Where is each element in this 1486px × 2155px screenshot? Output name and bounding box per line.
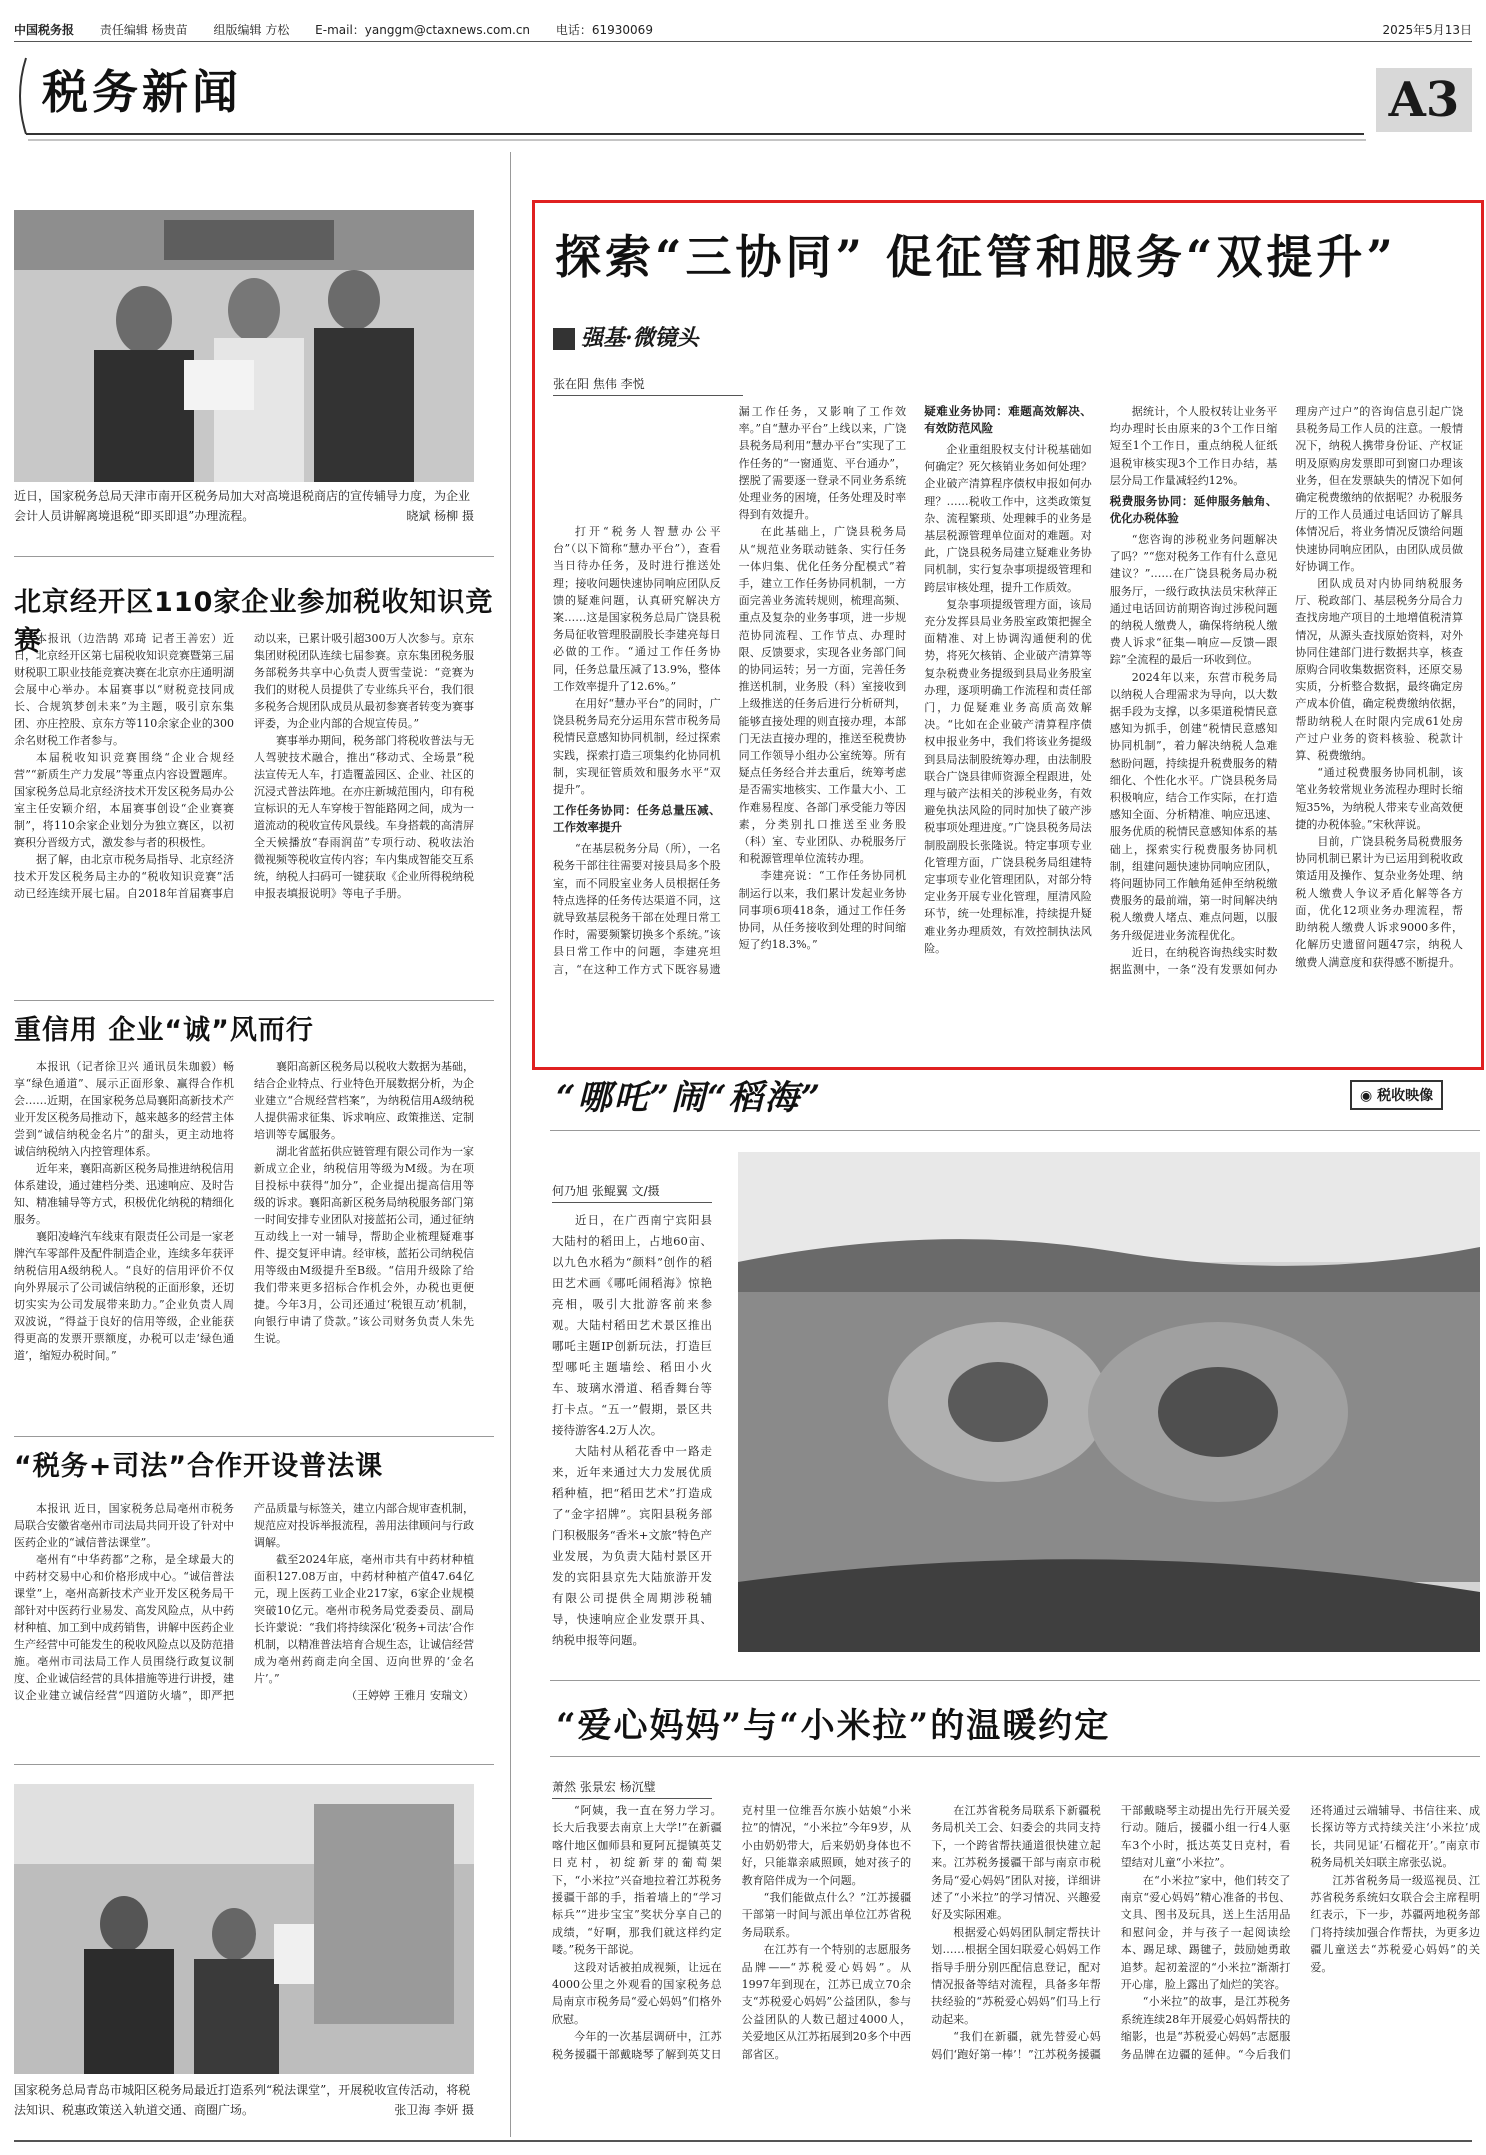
paragraph: 团队成员对内协同纳税服务厅、税政部门、基层税务分局合力查找房地产项目的土地增值税清算情况，从源头查找原始资料，对外协同住建部门进行数据共享，核查原购合同收集数据资料，还原交易实质，分析整合数据，最终确定房产成本价值，确定税费缴纳依据，帮助纳税人在时限内完成61处房产过户业务的资料核验、税款计算、税费缴纳。 <box>1295 577 1463 763</box>
paragraph: 本报讯（边浩鹄 邓琦 记者王善宏）近日，北京经开区第七届税收知识竞赛暨第三届财税职工职业技能竞赛决赛在北京亦庄通明湖会展中心举办。本届赛事以“财税竞技同成长、合规筑梦创未来”为主题，吸引京东集团、亦庄控股、京东方等110余家企业的300余名财税工作者参与。 <box>14 632 234 747</box>
headline-tax-justice: “税务+司法”合作开设普法课 <box>14 1451 384 1482</box>
article-credit-body <box>14 1058 474 1438</box>
divider <box>14 1000 494 1001</box>
paragraph: 这段对话被拍成视频，让远在4000公里之外观看的国家税务总局南京市税务局“爱心妈妈”们格外欣慰。 <box>552 1960 722 2026</box>
featured-article-box <box>532 200 1484 1070</box>
divider <box>14 556 494 557</box>
photo-tianjin-tax-staff <box>14 210 474 482</box>
photo1-caption <box>14 486 474 526</box>
paragraph: 近日，在纳税咨询热线实时数据监测中，一条“没有发票如何办理房产过户”的咨询信息引起广饶县税务局工作人员的注意。一般情况下，纳税人携带身份证、产权证明及原购房发票即可到窗口办理该业务，但在发票缺失的情况下如何确定税费缴纳的依据呢？办税服务厅的工作人员通过电话回访了解具体情况后，将业务情况反馈给问题快速协同响应团队，由团队成员做好协调工作。 <box>1109 405 1463 977</box>
section-banner <box>14 48 1472 144</box>
paragraph: 在“小米拉”家中，他们转交了南京“爱心妈妈”精心准备的书包、文具、图书及玩具，送上生活用品和慰问金，并与孩子一起阅读绘本、踢足球、踢毽子，鼓励她勇敢追梦。起初羞涩的“小米拉”渐渐打开心扉，脸上露出了灿烂的笑容。 <box>1120 1873 1291 1992</box>
photo2-caption-text: 国家税务总局青岛市城阳区税务局最近打造系列“税法课堂”，开展税收宣传活动，将税法知识、税惠政策送入轨道交通、商圈广场。 <box>14 2083 471 2117</box>
paragraph: 湖北省蓝拓供应链管理有限公司作为一家新成立企业，纳税信用等级为M级。为在项目投标中获得“加分”，企业提出提高信用等级的诉求。襄阳高新区税务局纳税服务部门第一时间安排专业团队对接蓝拓公司，通过征纳互动线上一对一辅导，帮助企业梳理疑难事件、提交复评申请。经审核，蓝拓公司纳税信用等级由M级提升至B级。“信用升级除了给我们带来更多招标合作机会外，办税也更便捷。今年3月，公司还通过‘税银互动’机制，向银行申请了贷款。”该公司财务负责人朱先生说。 <box>254 1145 474 1345</box>
paragraph: “您咨询的涉税业务问题解决了吗？”“您对税务工作有什么意见建议？”……在广饶县税务局办税服务厅，一级行政执法员宋秋萍正通过电话回访前期咨询过涉税问题的纳税人缴费人，确保将纳税人缴费人诉求“征集—响应—反馈—跟踪”全流程的最后一环收到位。 <box>1109 533 1278 667</box>
tax-video-label: 税收映像 <box>1377 1088 1434 1104</box>
divider <box>550 1680 1480 1681</box>
paragraph: 本届税收知识竞赛围绕“企业合规经营”“新质生产力发展”等重点内容设置题库。国家税务总局北京经济技术开发区税务局办公室主任安颖介绍，本届赛事创设“企业赛赛制”，将110余家企业划分为独立赛区，以初赛积分晋级方式，激发参与者的积极性。 <box>14 751 234 849</box>
paragraph: 截至2024年底，亳州市共有中药材种植面积127.08万亩，中药材种植产值47.64亿元，现上医药工业企业217家，6家企业规模突破10亿元。亳州市税务局党委委员、副局长许蒙说：“我们将持续深化‘税务+司法’合作机制，以精准普法培育合规生态，让诚信经营成为亳州药商走向全国、迈向世界的‘金名片’。” <box>254 1553 474 1685</box>
paper-name: 中国税务报 <box>14 23 75 37</box>
subheading: 疑难业务协同：难题高效解决、有效防范风险 <box>924 404 1092 435</box>
paragraph: “阿姨，我一直在努力学习。长大后我要去南京上大学!”在新疆喀什地区伽师县和夏阿瓦提镇英艾日克村，初绽新芽的葡萄架下，“小米拉”兴奋地拉着江苏税务援疆干部的手，指着墙上的“学习标兵”“进步宝宝”奖状分享自己的成绩，“好啊，那我们就这样约定喽。”税务干部说。 <box>552 1804 722 1957</box>
paragraph: 据了解，由北京市税务局指导、北京经济技术开发区税务局主办的“税收知识竞赛”活动已经连续开展七届。自2018年首届赛事启动以来，已累计吸引超300万人次参与。京东集团财税团队连续七届参赛。京东集团税务服务部税务共享中心负责人贾雪莹说：“竞赛为我们的财税人员提供了专业练兵平台，我们很多税务合规团队成员从最初参赛者转变为赛事评委，为企业内部的合规宣传员。” <box>14 632 474 900</box>
paragraph: “在基层税务分局（所），一名税务干部往往需要对接县局多个股室，而不同股室业务人员根据任务特点选择的任务传达渠道不同，这就导致基层税务干部在处理日常工作时，需要频繁切换多个系统。”该县日常工作中的问题，李建亮坦言，“在这种工作方式下既容易遗漏工作任务，又影响了工作效率。”自“慧办平台”上线以来，广饶县税务局利用“慧办平台”实现了工作任务的“一窗通览、平台通办”，摆脱了需要逐一登录不同业务系统处理业务的困境，任务处理及时率得到有效提升。 <box>553 405 907 976</box>
logo-spacer <box>553 403 721 523</box>
nezha-headline: “哪吒”闹“稻海” <box>556 1078 823 1118</box>
aixin-headline: “爱心妈妈”与“小米拉”的温暖约定 <box>556 1706 1111 1746</box>
divider <box>14 1764 494 1765</box>
column-logo <box>553 321 699 352</box>
layout-editor: 组版编辑 方松 <box>213 23 290 37</box>
paragraph: 据统计，个人股权转让业务平均办理时长由原来的3个工作日缩短至1个工作日，重点纳税人征纸退税审核实现3个工作日办结，基层分局工作量减轻约12%。 <box>1109 405 1278 487</box>
paragraph: “通过税费服务协同机制，该笔业务较常规业务流程办理时长缩短35%，为纳税人带来专业高效便捷的办税体验。”宋秋萍说。 <box>1295 766 1463 831</box>
headline-beijing-etdz: 北京经开区110家企业参加税收知识竞赛 <box>14 587 494 657</box>
paragraph: 在此基础上，广饶县税务局从“规范业务联动链条、实行任务一体归集、优化任务分配模式”着手，建立工作任务协同机制，一方面完善业务流转规则，梳理高频、重点及复杂的业务事项，进一步规范协同流程、工作节点、办理时限、反馈要求，实现各业务部门间的协同运转；另一方面，完善任务推送机制，业务股（科）室接收到上级推送的任务后进行分析研判，能够直接处理的则直接办理，本部门无法直接办理的，推送至税费协同工作领导小组办公室统筹。所有疑点任务经合并去重后，统筹考虑是否需实地核实、工作量大小、工作难易程度、各部门承受能力等因素，分类别扎口推送至业务股（科）室、专业团队、办税服务厅和税源管理单位流转办理。 <box>738 525 907 866</box>
article-tax-justice-body <box>14 1500 474 1750</box>
featured-headline: 探索“三协同” 促征管和服务“双提升” <box>555 230 1397 284</box>
editor: 责任编辑 杨贵苗 <box>99 23 188 37</box>
tax-video-column-badge <box>1350 1080 1443 1110</box>
page-number: A3 <box>1376 68 1472 132</box>
paragraph: 今年的一次基层调研中，江苏税务援疆干部戴晓琴了解到英艾日克村里一位维吾尔族小姑娘“小米拉”的情况，“小米拉”今年9岁，从小由奶奶带大，后来奶奶身体也不好，只能靠亲戚照顾，她对孩子的教育陪伴成为一个问题。 <box>552 1804 912 2061</box>
issue-date: 2025年5月13日 <box>1382 23 1472 37</box>
featured-byline: 张在阳 焦伟 李悦 <box>553 375 743 396</box>
photo1-credit: 晓斌 杨柳 摄 <box>406 509 474 523</box>
photo-illustration <box>14 1784 474 2074</box>
camera-icon: ◉ <box>1360 1088 1378 1104</box>
paragraph: 在用好“慧办平台”的同时，广饶县税务局充分运用东营市税务局税情民意感知协同机制，经过探索实践，探索打造三项集约化协同机制，实现征管质效和服务水平“双提升”。 <box>553 697 721 797</box>
divider <box>550 1130 1480 1131</box>
paragraph: 大陆村从稻花香中一路走来，近年来通过大力发展优质稻种植，把“稻田艺术”打造成了“金字招牌”。宾阳县税务部门积极服务“香米+文旅”特色产业发展，为负责大陆村景区开发的宾阳县京先大陆旅游开发有限公司提供全周期涉税辅导，快速响应企业发票开具、纳税申报等问题。 <box>552 1444 712 1647</box>
subheading: 工作任务协同：任务总量压减、工作效率提升 <box>553 803 721 835</box>
photo2-credit: 张卫海 李妍 摄 <box>394 2103 474 2117</box>
paragraph: 襄阳高新区税务局以税收大数据为基础，结合企业特点、行业特色开展数据分析，为企业建立“合规经营档案”，为纳税信用A级纳税人提供需求征集、诉求响应、政策推送、定制培训等专属服务。 <box>254 1060 474 1141</box>
masthead-bar <box>14 18 1472 42</box>
paragraph: 企业重组股权支付计税基础如何确定？死欠核销业务如何处理？企业破产清算程序债权申报如何办理？……税收工作中，这类政策复杂、流程繁琐、处理棘手的业务是基层税源管理单位面对的难题。对此，广饶县税务局建立疑难业务协同机制，实行复杂事项提级管理和跨层审核处理，提升工作质效。 <box>924 443 1092 594</box>
paragraph: 在江苏省税务局联系下新疆税务局机关工会、妇委会的共同支持下，一个跨省帮扶通道很快建立起来。江苏税务援疆干部与南京市税务局“爱心妈妈”团队对接，详细讲述了“小米拉”的学习情况、兴趣爱好及实际困难。 <box>931 1804 1101 1922</box>
column-divider <box>510 152 511 2137</box>
paragraph: 亳州有“中华药都”之称，是全球最大的中药材交易中心和价格形成中心。“诚信普法课堂”上，亳州高新技术产业开发区税务局干部针对中医药行业易发、高发风险点，从中药材种植、加工到中成药销售，讲解中医药企业生产经营中可能发生的税收风险点以及防范措施。亳州市司法局工作人员围绕行政复议制度、企业诚信经营的具体措施等进行讲授，建议企业建立诚信经营“四道防火墙”，即严把产品质量与标签关，建立内部合规审查机制，规范应对投诉举报流程，善用法律顾问与行政调解。 <box>14 1502 474 1702</box>
paragraph: “我们能做点什么？”江苏援疆干部第一时间与派出单位江苏省税务局联系。 <box>741 1891 912 1939</box>
paragraph: “我们在新疆，就先替爱心妈妈们‘跑好第一棒’！”江苏税务援疆干部戴晓琴主动提出先行开展关爱行动。随后，援疆小组一行4人驱车3个小时，抵达英艾日克村，看望结对儿童“小米拉”。 <box>931 1804 1291 2061</box>
paragraph: 江苏省税务局一级巡视员、江苏省税务系统妇女联合会主席程明红表示，下一步，苏疆两地税务部门将持续加强合作帮扶，为更多边疆儿童送去“苏税爱心妈妈”的关爱。 <box>1310 1873 1480 1974</box>
paragraph: 李建亮说：“工作任务协同机制运行以来，我们累计发起业务协同事项6项418条，通过工作任务协同，从任务接收到处理的时间缩短了约18.3%。” <box>738 869 907 952</box>
photo-rice-field-art <box>738 1152 1480 1652</box>
photo2-caption <box>14 2080 474 2120</box>
subheading: 税费服务协同：延伸服务触角、优化办税体验 <box>1109 494 1278 526</box>
paragraph: 近年来，襄阳高新区税务局推进纳税信用体系建设，通过建档分类、迅速响应、及时告知、精准辅导等方式，积极优化纳税的精细化服务。 <box>14 1162 234 1226</box>
aixin-body <box>552 1802 1480 2132</box>
nezha-body <box>552 1210 712 1670</box>
nezha-byline: 何乃旭 张鲲翼 文/摄 <box>552 1182 712 1203</box>
paragraph: 目前，广饶县税务局税费服务协同机制已累计为已运用到税收政策适用及操作、复杂业务处理、纳税人缴费人争议矛盾化解等各方面，优化12项业务办理流程，帮助纳税人缴费人诉求9000多件，化解历史遗留问题47宗，纳税人缴费人满意度和获得感不断提升。 <box>1295 835 1463 969</box>
section-title: 税务新闻 <box>42 65 242 119</box>
paragraph: 襄阳凌峰汽车线束有限责任公司是一家老牌汽车零部件及配件制造企业，连续多年获评纳税信用A级纳税人。“良好的信用评价不仅向外界展示了公司诚信纳税的正面形象，还切切实实为公司发展带来助力。”企业负责人周双波说，“得益于良好的信用等级，企业能获得更高的发票开票额度，办税可以走‘绿色通道’，缩短办税时间。” <box>14 1230 234 1362</box>
phone: 电话：61930069 <box>555 23 653 37</box>
paragraph: 赛事举办期间，税务部门将税收普法与无人驾驶技术融合，推出“移动式、全场景”税法宣传无人车，打造覆盖园区、企业、社区的沉浸式普法阵地。在亦庄新城范围内，印有税宣标识的无人车穿梭于智能路网之间，成为一道流动的税收宣传风景线。车身搭载的高清屏全天候播放“春雨润苗”专项行动、税收法治微视频等税收宣传内容；车内集成智能交互系统，纳税人扫码可一键获取《企业所得税纳税申报表填报说明》等电子手册。 <box>254 734 474 900</box>
paragraph: “小米拉”的故事，是江苏税务系统连续28年开展爱心妈妈帮扶的缩影，也是“苏税爱心妈妈”志愿服务品牌在边疆的延伸。“今后我们还将通过云端辅导、书信往来、成长探访等方式持续关注‘小米拉’成长，共同见证‘石榴花开’。”南京市税务局机关妇联主席张弘说。 <box>1120 1804 1480 2061</box>
column-logo-icon <box>553 328 575 350</box>
paragraph: 2024年以来，东营市税务局以纳税人合理需求为导向，以大数据手段为支撑，以多渠道税情民意感知为抓手，创建“税情民意感知协同机制”，着力解决纳税人急难愁盼问题，持续提升税费服务的精细化、个性化水平。广饶县税务局积极响应，结合工作实际，在打造感知全面、分析精准、响应迅速、服务优质的税情民意感知体系的基础上，探索实行税费服务协同机制，组建问题快速协同响应团队，将问题协同工作触角延伸至纳税缴费服务的最前端，第一时间解决纳税人缴费人堵点、难点问题，以服务升级促进业务流程优化。 <box>1109 670 1278 942</box>
photo-illustration <box>738 1152 1480 1652</box>
paragraph: 本报讯（记者徐卫兴 通讯员朱珈毅）畅享“绿色通道”、展示正面形象、赢得合作机会……近期，在国家税务总局襄阳高新技术产业开发区税务局推动下，越来越多的经营主体尝到“诚信纳税金名片”的甜头，更主动地将诚信纳税纳入内控管理体系。 <box>14 1060 234 1158</box>
divider <box>550 1756 1480 1757</box>
article-beijing-etdz-body <box>14 630 474 1000</box>
photo-qingdao-metro <box>14 1784 474 2074</box>
column-name: 强基·微镜头 <box>581 325 699 351</box>
paragraph: 近日，在广西南宁宾阳县大陆村的稻田上，占地60亩、以九色水稻为“颜料”创作的稻田艺术画《哪吒闹稻海》惊艳亮相，吸引大批游客前来参观。大陆村稻田艺术景区推出哪吒主题IP创新玩法，打造巨型哪吒主题墙绘、稻田小火车、玻璃水滑道、稻香舞台等打卡点。“五一”假期，景区共接待游客4.2万人次。 <box>552 1213 712 1437</box>
featured-body <box>553 403 1463 1058</box>
email: E-mail：yanggm@ctaxnews.com.cn <box>315 23 531 37</box>
headline-credit: 重信用 企业“诚”风而行 <box>14 1015 314 1046</box>
aixin-byline: 萧然 张景宏 杨沉璧 <box>552 1778 712 1799</box>
paragraph: 打开“税务人智慧办公平台”（以下简称“慧办平台”），查看当日待办任务，及时进行推送处理；接收问题快速协同响应团队反馈的疑难问题，认真研究解决方案……这是国家税务总局广饶县税务局征收管理股副股长李建亮每日必做的工作。“通过工作任务协同，任务总量压减了13.9%，整体工作效率提升了12.6%。” <box>553 525 721 693</box>
paragraph: 根据爱心妈妈团队制定帮扶计划……根据全国妇联爱心妈妈工作指导手册分别匹配信息登记，配对情况报备等结对流程，具备多年帮扶经验的“苏税爱心妈妈”们马上行动起来。 <box>931 1925 1101 2026</box>
photo-illustration <box>14 210 474 482</box>
paragraph: 在江苏有一个特别的志愿服务品牌——“苏税爱心妈妈”。从1997年到现在，江苏已成立70余支“苏税爱心妈妈”公益团队，参与公益团队的人数已超过4000人，关爱地区从江苏拓展到20多个中西部省区。 <box>741 1943 912 2061</box>
photo1-caption-text: 近日，国家税务总局天津市南开区税务局加大对高境退税商店的宣传辅导力度，为企业会计人员讲解离境退税“即买即退”办理流程。 <box>14 489 471 523</box>
article-credit: （王婷婷 王雅月 安瑞文） <box>346 1689 474 1702</box>
divider <box>14 1436 494 1437</box>
paragraph: 本报讯 近日，国家税务总局亳州市税务局联合安徽省亳州市司法局共同开设了针对中医药企业的“诚信普法课堂”。 <box>14 1502 234 1549</box>
bottom-rule <box>14 2140 1472 2142</box>
paragraph: 复杂事项提级管理方面，该局充分发挥县局业务股室政策把握全面精准、对上协调沟通便利的优势，将死欠核销、企业破产清算等复杂税费业务提级到县局业务股室办理，逐项明确工作流程和责任部门，力促疑难业务高质高效解决。“比如在企业破产清算程序债权申报业务中，我们将该业务提级到县局法制股统筹办理，由法制股联合广饶县律师资源全程跟进，处理与破产法相关的涉税业务，有效避免执法风险的同时加快了破产涉税事项处理进度。”广饶县税务局法制股副股长张隆说。特定事项专业化管理方面，广饶县税务局组建特定事项专业化管理团队，对部分特定业务开展专业化管理，厘清风险环节，统一处理标准，持续提升疑难业务办理质效，有效控制执法风险。 <box>924 597 1092 955</box>
